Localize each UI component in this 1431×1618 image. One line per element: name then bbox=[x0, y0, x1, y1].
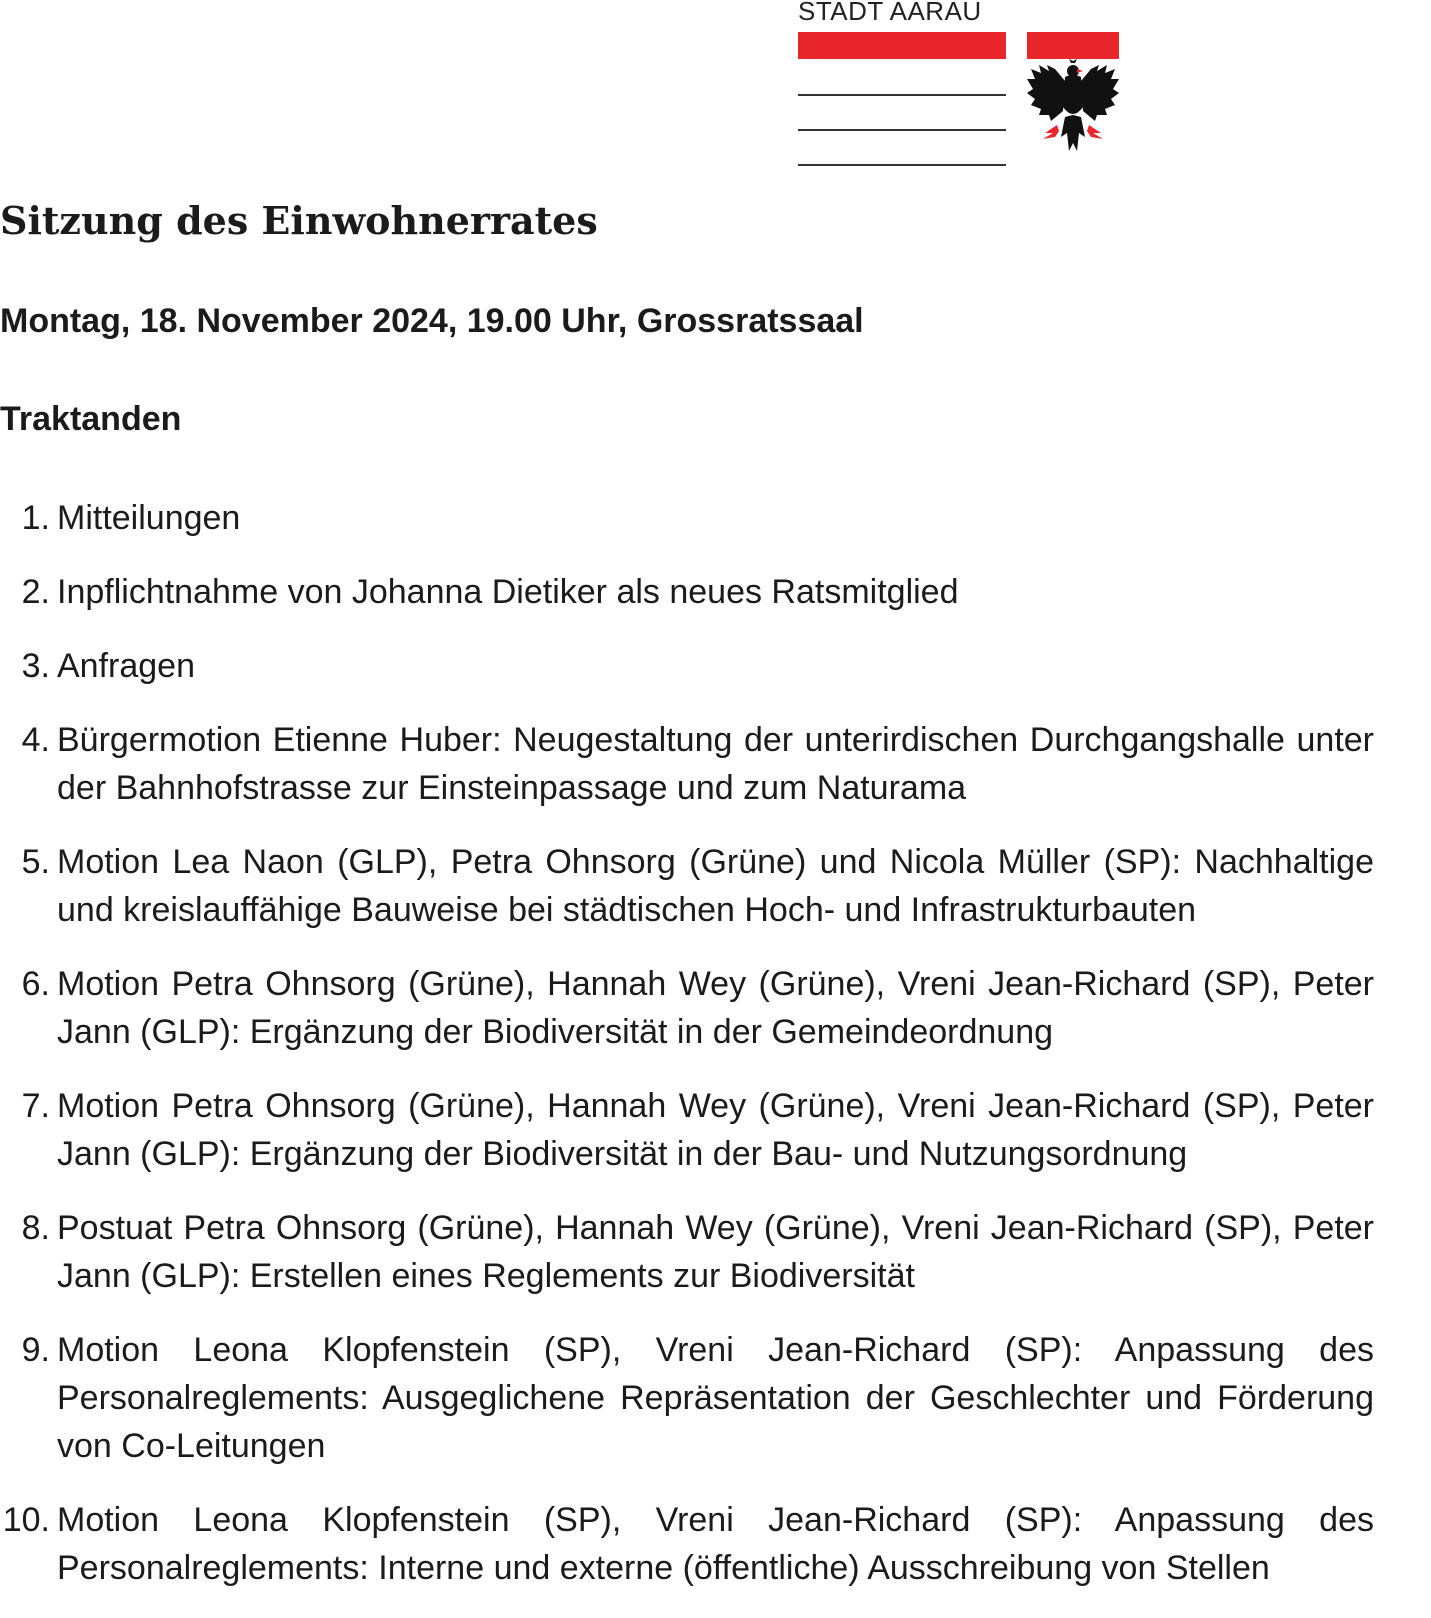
agenda-item-text: Motion Petra Ohnsorg (Grüne), Hannah Wey (Grüne), Vreni Jean-Richard (SP), Peter Jann (GLP): Ergänzung der Biodiversität in der Gemeindeordnung bbox=[57, 965, 1374, 1051]
agenda-item-number: 4. bbox=[21, 721, 50, 759]
agenda-item-text: Motion Lea Naon (GLP), Petra Ohnsorg (Grüne) und Nicola Müller (SP): Nachhaltige und kreislauffähige Bauweise bei städtischen Hoch- und Infrastrukturbauten bbox=[57, 843, 1374, 929]
stadt-aarau-logo bbox=[798, 0, 1123, 170]
agenda-item bbox=[0, 716, 1374, 812]
agenda-item-text: Postuat Petra Ohnsorg (Grüne), Hannah Wey (Grüne), Vreni Jean-Richard (SP), Peter Jann (GLP): Erstellen eines Reglements zur Biodiversität bbox=[57, 1209, 1374, 1295]
agenda-item bbox=[0, 494, 1374, 542]
agenda-item-text: Inpflichtnahme von Johanna Dietiker als neues Ratsmitglied bbox=[57, 573, 959, 611]
agenda-item-number: 10. bbox=[2, 1501, 50, 1539]
agenda-item-text: Bürgermotion Etienne Huber: Neugestaltung der unterirdischen Durchgangshalle unter der Bahnhofstrasse zur Einsteinpassage und zum Naturama bbox=[57, 721, 1374, 807]
agenda-item-text: Motion Leona Klopfenstein (SP), Vreni Jean-Richard (SP): Anpassung des Personalreglements: Interne und externe (öffentliche) Ausschreibung von Stellen bbox=[57, 1501, 1374, 1587]
agenda-item bbox=[0, 960, 1374, 1056]
logo-line bbox=[798, 129, 1006, 131]
agenda-heading: Traktanden bbox=[0, 400, 182, 438]
meeting-date-location: Montag, 18. November 2024, 19.00 Uhr, Grossratssaal bbox=[0, 302, 864, 340]
agenda-item bbox=[0, 838, 1374, 934]
eagle-coat-of-arms-icon bbox=[1027, 59, 1119, 164]
document-title: Sitzung des Einwohnerrates bbox=[0, 198, 598, 243]
agenda-item-number: 6. bbox=[21, 965, 50, 1003]
agenda-item-text: Motion Leona Klopfenstein (SP), Vreni Jean-Richard (SP): Anpassung des Personalreglements: Ausgeglichene Repräsentation der Geschlechter und Förderung von Co-Leitungen bbox=[57, 1331, 1374, 1465]
logo-red-bar-crest bbox=[1027, 32, 1119, 59]
agenda-item-number: 7. bbox=[21, 1087, 50, 1125]
agenda-item-number: 9. bbox=[21, 1331, 50, 1369]
logo-text: STADT AARAU bbox=[798, 0, 982, 26]
agenda-item-text: Anfragen bbox=[57, 647, 195, 685]
logo-red-bar bbox=[798, 32, 1006, 59]
agenda-item-text: Mitteilungen bbox=[57, 499, 241, 537]
agenda-item-number: 1. bbox=[21, 499, 50, 537]
agenda-item-number: 3. bbox=[21, 647, 50, 685]
agenda-item bbox=[0, 568, 1374, 616]
logo-line bbox=[798, 164, 1006, 166]
agenda-item-number: 8. bbox=[21, 1209, 50, 1247]
agenda-item bbox=[0, 1496, 1374, 1592]
agenda-item-text: Motion Petra Ohnsorg (Grüne), Hannah Wey (Grüne), Vreni Jean-Richard (SP), Peter Jann (GLP): Ergänzung der Biodiversität in der Bau- und Nutzungsordnung bbox=[57, 1087, 1374, 1173]
agenda-item bbox=[0, 1204, 1374, 1300]
agenda-item-number: 2. bbox=[21, 573, 50, 611]
agenda-item bbox=[0, 1082, 1374, 1178]
agenda-item bbox=[0, 1326, 1374, 1470]
agenda-item-number: 5. bbox=[21, 843, 50, 881]
logo-line bbox=[798, 94, 1006, 96]
agenda-item bbox=[0, 642, 1374, 690]
agenda-list bbox=[0, 494, 1431, 1618]
